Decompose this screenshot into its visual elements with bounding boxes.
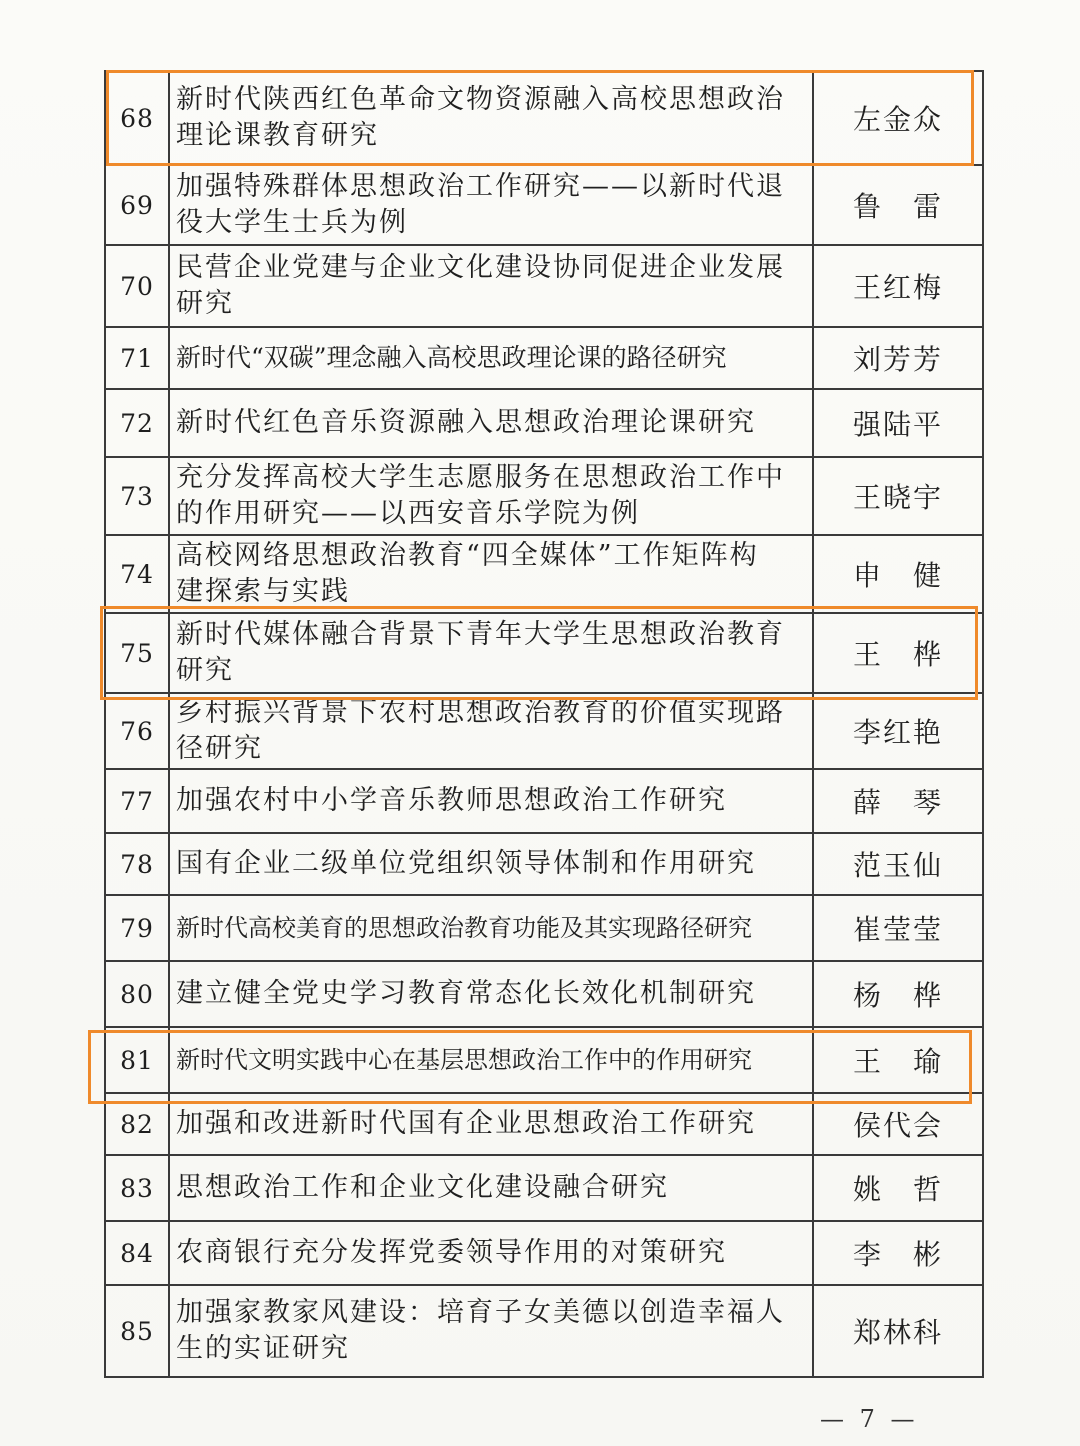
author-name: 李红艳 — [813, 693, 983, 769]
project-title: 新时代陕西红色革命文物资源融入高校思想政治 理论课教育研究 — [169, 71, 813, 165]
author-name: 王晓宇 — [813, 457, 983, 535]
project-title: 建立健全党史学习教育常态化长效化机制研究 — [169, 961, 813, 1027]
table-row — [105, 1093, 983, 1155]
table-row — [105, 613, 983, 693]
project-title: 充分发挥高校大学生志愿服务在思想政治工作中 的作用研究——以西安音乐学院为例 — [169, 457, 813, 535]
row-number: 74 — [105, 535, 169, 613]
project-title: 加强家教家风建设：培育子女美德以创造幸福人 生的实证研究 — [169, 1285, 813, 1377]
project-title: 加强特殊群体思想政治工作研究——以新时代退 役大学生士兵为例 — [169, 165, 813, 245]
project-roster-table — [104, 70, 984, 1378]
table-row — [105, 389, 983, 457]
author-name: 范玉仙 — [813, 833, 983, 895]
table-row — [105, 327, 983, 389]
row-number: 68 — [105, 71, 169, 165]
row-number: 84 — [105, 1221, 169, 1285]
author-name: 郑林科 — [813, 1285, 983, 1377]
row-number: 76 — [105, 693, 169, 769]
table-row — [105, 457, 983, 535]
author-name: 左金众 — [813, 71, 983, 165]
table-row — [105, 769, 983, 833]
table-row — [105, 245, 983, 327]
table-row — [105, 1027, 983, 1093]
author-name: 侯代会 — [813, 1093, 983, 1155]
author-name: 薛 琴 — [813, 769, 983, 833]
author-name: 王红梅 — [813, 245, 983, 327]
author-name: 申 健 — [813, 535, 983, 613]
author-name: 王 桦 — [813, 613, 983, 693]
project-title: 乡村振兴背景下农村思想政治教育的价值实现路 径研究 — [169, 693, 813, 769]
table-row — [105, 961, 983, 1027]
project-title: 思想政治工作和企业文化建设融合研究 — [169, 1155, 813, 1221]
table-row — [105, 71, 983, 165]
author-name: 李 彬 — [813, 1221, 983, 1285]
table-row — [105, 1155, 983, 1221]
row-number: 80 — [105, 961, 169, 1027]
project-title: 新时代高校美育的思想政治教育功能及其实现路径研究 — [169, 895, 813, 961]
table-row — [105, 833, 983, 895]
page-number: — 7 — — [820, 1405, 919, 1433]
table-row — [105, 1285, 983, 1377]
author-name: 姚 哲 — [813, 1155, 983, 1221]
row-number: 81 — [105, 1027, 169, 1093]
row-number: 71 — [105, 327, 169, 389]
project-title: 加强和改进新时代国有企业思想政治工作研究 — [169, 1093, 813, 1155]
row-number: 82 — [105, 1093, 169, 1155]
author-name: 杨 桦 — [813, 961, 983, 1027]
project-title: 民营企业党建与企业文化建设协同促进企业发展 研究 — [169, 245, 813, 327]
project-title: 新时代“双碳”理念融入高校思政理论课的路径研究 — [169, 327, 813, 389]
project-title: 国有企业二级单位党组织领导体制和作用研究 — [169, 833, 813, 895]
row-number: 77 — [105, 769, 169, 833]
row-number: 70 — [105, 245, 169, 327]
row-number: 83 — [105, 1155, 169, 1221]
row-number: 75 — [105, 613, 169, 693]
project-title: 新时代媒体融合背景下青年大学生思想政治教育 研究 — [169, 613, 813, 693]
row-number: 72 — [105, 389, 169, 457]
table-row — [105, 535, 983, 613]
author-name: 刘芳芳 — [813, 327, 983, 389]
row-number: 78 — [105, 833, 169, 895]
table-row — [105, 1221, 983, 1285]
project-title: 农商银行充分发挥党委领导作用的对策研究 — [169, 1221, 813, 1285]
table-row — [105, 895, 983, 961]
author-name: 鲁 雷 — [813, 165, 983, 245]
project-title: 新时代文明实践中心在基层思想政治工作中的作用研究 — [169, 1027, 813, 1093]
project-title: 新时代红色音乐资源融入思想政治理论课研究 — [169, 389, 813, 457]
table-row — [105, 165, 983, 245]
row-number: 85 — [105, 1285, 169, 1377]
project-title: 高校网络思想政治教育“四全媒体”工作矩阵构 建探索与实践 — [169, 535, 813, 613]
row-number: 73 — [105, 457, 169, 535]
author-name: 强陆平 — [813, 389, 983, 457]
author-name: 王 瑜 — [813, 1027, 983, 1093]
row-number: 69 — [105, 165, 169, 245]
table-row — [105, 693, 983, 769]
project-title: 加强农村中小学音乐教师思想政治工作研究 — [169, 769, 813, 833]
author-name: 崔莹莹 — [813, 895, 983, 961]
row-number: 79 — [105, 895, 169, 961]
